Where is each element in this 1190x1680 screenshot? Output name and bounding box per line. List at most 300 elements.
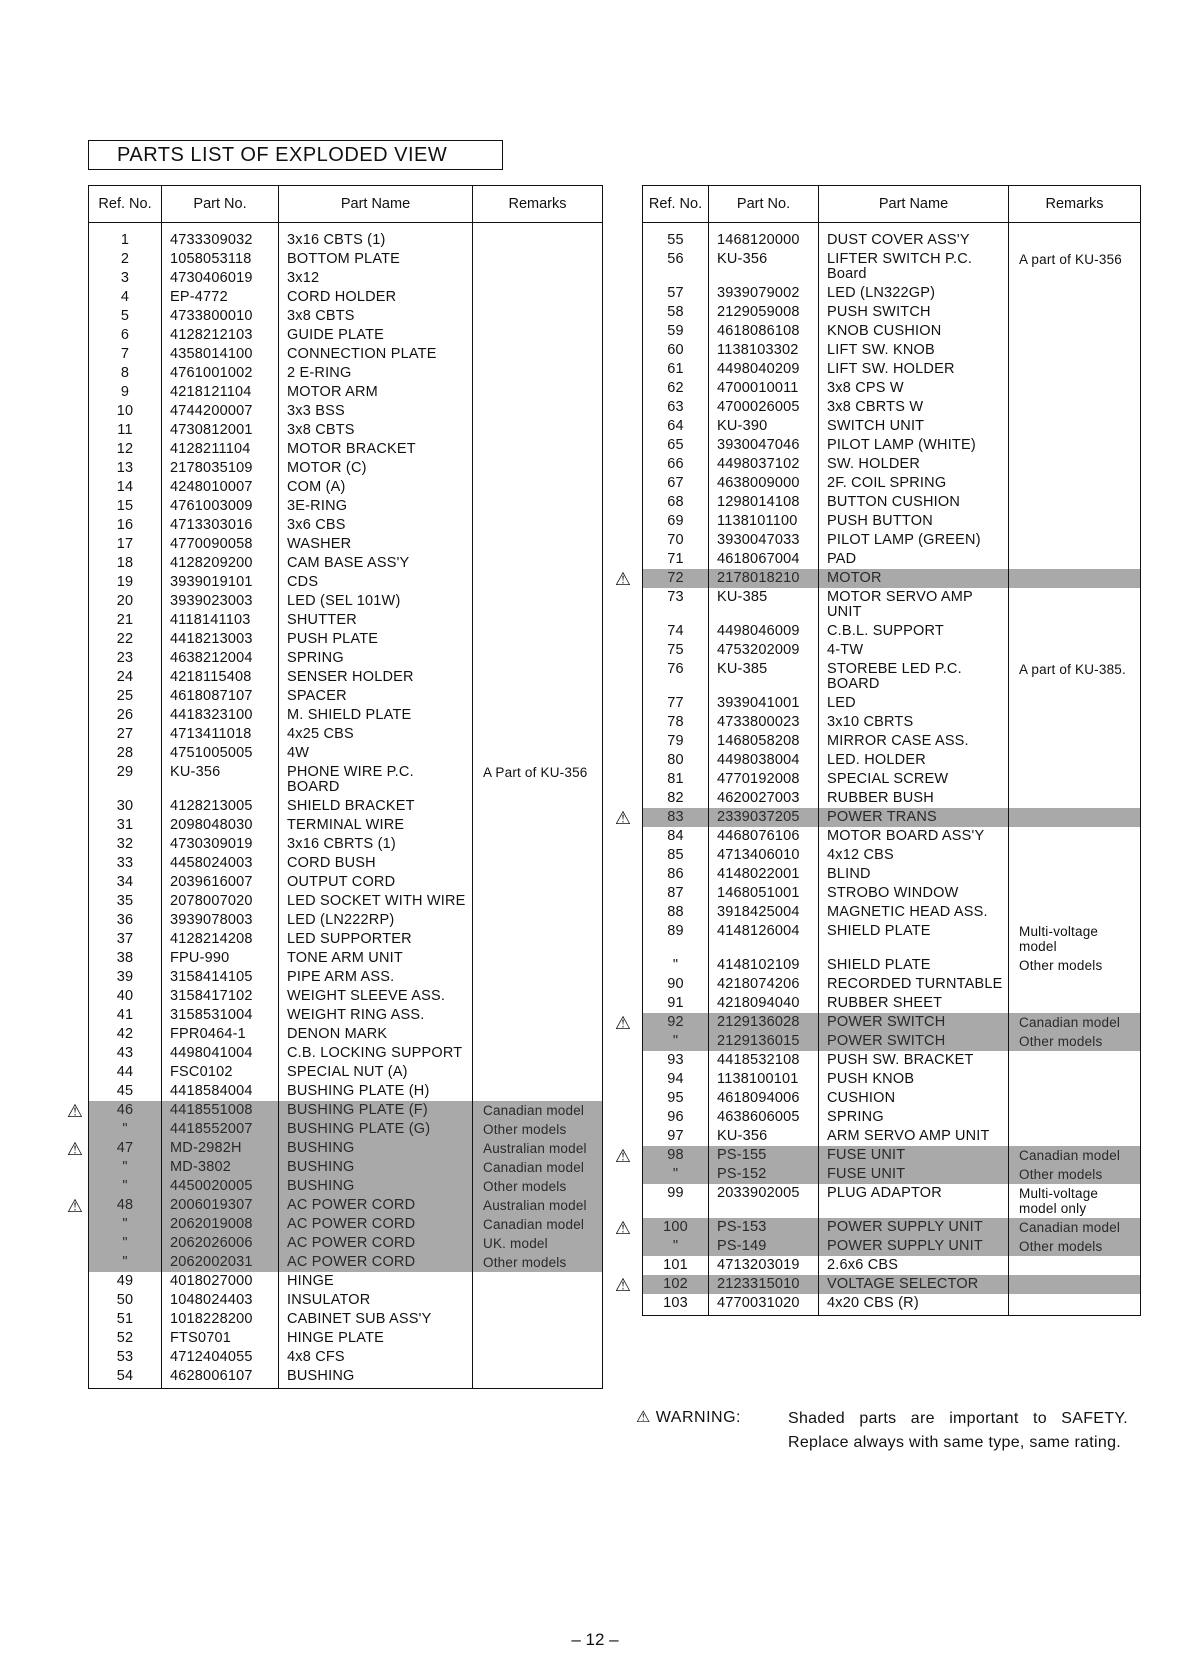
table-row <box>89 250 603 269</box>
part-name-cell: POWER SUPPLY UNIT <box>819 1237 1009 1256</box>
part-name-cell: PAD <box>819 550 1009 569</box>
table-row <box>643 922 1141 956</box>
part-no-cell: KU-356 <box>709 1127 819 1146</box>
part-no-cell: 2062002031 <box>162 1253 279 1272</box>
part-no-cell: 4620027003 <box>709 789 819 808</box>
ref-cell: " <box>89 1215 162 1234</box>
part-name-cell: INSULATOR <box>279 1291 473 1310</box>
part-name-cell: 3x8 CBTS <box>279 307 473 326</box>
table-row <box>89 668 603 687</box>
part-no-cell: 4618087107 <box>162 687 279 706</box>
part-name-cell: STROBO WINDOW <box>819 884 1009 903</box>
table-row <box>89 892 603 911</box>
ref-cell: 73 <box>643 588 709 622</box>
part-no-cell: 4770192008 <box>709 770 819 789</box>
ref-cell: 8 <box>89 364 162 383</box>
part-no-cell: 4733800010 <box>162 307 279 326</box>
part-name-cell: 4x8 CFS <box>279 1348 473 1367</box>
part-no-cell: 2129136028 <box>709 1013 819 1032</box>
part-no-cell: 3939079002 <box>709 284 819 303</box>
ref-cell: 77 <box>643 694 709 713</box>
remarks-cell <box>473 949 603 968</box>
part-name-cell: BUSHING <box>279 1177 473 1196</box>
ref-cell: 34 <box>89 873 162 892</box>
ref-cell: 45 <box>89 1082 162 1101</box>
ref-cell: 17 <box>89 535 162 554</box>
part-name-cell: CDS <box>279 573 473 592</box>
part-name-cell: DENON MARK <box>279 1025 473 1044</box>
part-name-cell: RUBBER SHEET <box>819 994 1009 1013</box>
table-row <box>89 930 603 949</box>
table-row <box>89 1329 603 1348</box>
table-row <box>89 592 603 611</box>
part-name-cell: 3x8 CBRTS W <box>819 398 1009 417</box>
table-row <box>643 975 1141 994</box>
ref-cell: 26 <box>89 706 162 725</box>
remarks-cell <box>1009 512 1141 531</box>
remarks-cell: Other models <box>473 1177 603 1196</box>
ref-cell: 53 <box>89 1348 162 1367</box>
remarks-cell: Other models <box>1009 1032 1141 1051</box>
ref-cell: 98 <box>643 1146 709 1165</box>
part-name-cell: BUSHING PLATE (G) <box>279 1120 473 1139</box>
ref-cell: 10 <box>89 402 162 421</box>
ref-cell: 1 <box>89 223 162 251</box>
remarks-cell <box>1009 1127 1141 1146</box>
remarks-cell <box>1009 284 1141 303</box>
remarks-cell <box>473 554 603 573</box>
ref-cell: 44 <box>89 1063 162 1082</box>
part-name-cell: AC POWER CORD <box>279 1196 473 1215</box>
part-name-cell: LIFT SW. KNOB <box>819 341 1009 360</box>
part-name-cell: 3x16 CBTS (1) <box>279 223 473 251</box>
part-name-cell: POWER TRANS <box>819 808 1009 827</box>
table-row <box>643 865 1141 884</box>
remarks-cell <box>1009 398 1141 417</box>
table-row <box>89 307 603 326</box>
part-no-cell: PS-155 <box>709 1146 819 1165</box>
part-name-cell: 2 E-RING <box>279 364 473 383</box>
table-row <box>89 1063 603 1082</box>
ref-cell: 19 <box>89 573 162 592</box>
part-name-cell: CONNECTION PLATE <box>279 345 473 364</box>
remarks-cell <box>1009 493 1141 512</box>
part-no-cell: 1138101100 <box>709 512 819 531</box>
remarks-cell: Canadian model <box>473 1101 603 1120</box>
part-no-cell: 4418551008 <box>162 1101 279 1120</box>
part-no-cell: 4128209200 <box>162 554 279 573</box>
part-no-cell: 4498038004 <box>709 751 819 770</box>
part-no-cell: 4458024003 <box>162 854 279 873</box>
remarks-cell <box>473 497 603 516</box>
table-row <box>89 706 603 725</box>
remarks-cell: Canadian model <box>473 1215 603 1234</box>
ref-cell: 22 <box>89 630 162 649</box>
part-name-cell: AC POWER CORD <box>279 1234 473 1253</box>
part-no-cell: 1298014108 <box>709 493 819 512</box>
ref-cell: " <box>89 1234 162 1253</box>
table-row <box>89 440 603 459</box>
part-no-cell: 4218115408 <box>162 668 279 687</box>
part-no-cell: 2129136015 <box>709 1032 819 1051</box>
part-no-cell: 1058053118 <box>162 250 279 269</box>
remarks-cell <box>1009 474 1141 493</box>
part-no-cell: 2339037205 <box>709 808 819 827</box>
remarks-cell <box>473 1044 603 1063</box>
remarks-cell <box>473 725 603 744</box>
part-name-cell: OUTPUT CORD <box>279 873 473 892</box>
remarks-cell <box>473 326 603 345</box>
part-no-cell: 4128214208 <box>162 930 279 949</box>
part-name-cell: BUSHING <box>279 1158 473 1177</box>
ref-cell: 31 <box>89 816 162 835</box>
part-name-cell: MOTOR BRACKET <box>279 440 473 459</box>
ref-cell: 29 <box>89 763 162 797</box>
part-no-cell: 3930047033 <box>709 531 819 550</box>
remarks-cell <box>473 744 603 763</box>
part-name-cell: LED (SEL 101W) <box>279 592 473 611</box>
part-name-cell: RUBBER BUSH <box>819 789 1009 808</box>
part-name-cell: SPECIAL NUT (A) <box>279 1063 473 1082</box>
part-no-cell: 4468076106 <box>709 827 819 846</box>
table-row <box>89 763 603 797</box>
part-no-cell: MD-3802 <box>162 1158 279 1177</box>
table-row <box>89 1101 603 1120</box>
remarks-cell <box>473 706 603 725</box>
remarks-cell <box>1009 1294 1141 1316</box>
table-row <box>643 846 1141 865</box>
remarks-cell: Multi-voltage model only <box>1009 1184 1141 1218</box>
table-row <box>89 535 603 554</box>
ref-cell: 49 <box>89 1272 162 1291</box>
ref-cell: 11 <box>89 421 162 440</box>
ref-cell: 76 <box>643 660 709 694</box>
table-row <box>643 694 1141 713</box>
remarks-cell <box>473 288 603 307</box>
ref-cell: 79 <box>643 732 709 751</box>
table-row <box>89 497 603 516</box>
table-row <box>643 1089 1141 1108</box>
part-no-cell: FSC0102 <box>162 1063 279 1082</box>
ref-cell: 82 <box>643 789 709 808</box>
remarks-cell <box>1009 903 1141 922</box>
remarks-cell <box>473 649 603 668</box>
part-name-cell: DUST COVER ASS'Y <box>819 223 1009 251</box>
table-row <box>643 474 1141 493</box>
table-row <box>89 968 603 987</box>
part-name-cell: C.B.L. SUPPORT <box>819 622 1009 641</box>
table-row <box>89 1348 603 1367</box>
table-row <box>643 1108 1141 1127</box>
ref-cell: 15 <box>89 497 162 516</box>
remarks-cell <box>1009 975 1141 994</box>
table-row <box>643 1184 1141 1218</box>
ref-cell: 33 <box>89 854 162 873</box>
table-row <box>643 512 1141 531</box>
table-row <box>89 744 603 763</box>
ref-cell: 89 <box>643 922 709 956</box>
remarks-cell <box>1009 641 1141 660</box>
part-name-cell: AC POWER CORD <box>279 1215 473 1234</box>
ref-cell: 91 <box>643 994 709 1013</box>
remarks-cell: Australian model <box>473 1196 603 1215</box>
ref-cell: 41 <box>89 1006 162 1025</box>
ref-cell: 58 <box>643 303 709 322</box>
table-row <box>89 1025 603 1044</box>
remarks-cell <box>473 1082 603 1101</box>
part-no-cell: 4733309032 <box>162 223 279 251</box>
table-row <box>643 1032 1141 1051</box>
part-no-cell: 4713203019 <box>709 1256 819 1275</box>
remarks-cell <box>473 364 603 383</box>
remarks-cell <box>1009 1070 1141 1089</box>
part-name-cell: 3x8 CPS W <box>819 379 1009 398</box>
table-row <box>89 326 603 345</box>
ref-cell: 74 <box>643 622 709 641</box>
part-name-cell: VOLTAGE SELECTOR <box>819 1275 1009 1294</box>
ref-cell: 102 <box>643 1275 709 1294</box>
remarks-cell: Canadian model <box>1009 1146 1141 1165</box>
part-name-cell: M. SHIELD PLATE <box>279 706 473 725</box>
part-name-cell: MOTOR <box>819 569 1009 588</box>
part-no-cell: 4418532108 <box>709 1051 819 1070</box>
part-name-cell: SHIELD BRACKET <box>279 797 473 816</box>
part-no-cell: 4761003009 <box>162 497 279 516</box>
remarks-cell: A part of KU-385. <box>1009 660 1141 694</box>
table-row <box>643 250 1141 284</box>
part-no-cell: EP-4772 <box>162 288 279 307</box>
part-no-cell: 4761001002 <box>162 364 279 383</box>
table-row <box>89 364 603 383</box>
remarks-cell <box>473 516 603 535</box>
table-row <box>89 1158 603 1177</box>
part-name-cell: 2.6x6 CBS <box>819 1256 1009 1275</box>
table-row <box>89 1006 603 1025</box>
remarks-cell <box>473 1272 603 1291</box>
ref-cell: 59 <box>643 322 709 341</box>
remarks-cell: Multi-voltage model <box>1009 922 1141 956</box>
part-name-cell: 3x10 CBRTS <box>819 713 1009 732</box>
ref-cell: 70 <box>643 531 709 550</box>
part-name-cell: PILOT LAMP (GREEN) <box>819 531 1009 550</box>
remarks-cell <box>473 1291 603 1310</box>
part-no-cell: FTS0701 <box>162 1329 279 1348</box>
part-name-cell: WEIGHT SLEEVE ASS. <box>279 987 473 1006</box>
remarks-cell <box>1009 379 1141 398</box>
ref-cell: " <box>643 956 709 975</box>
part-no-header: Part No. <box>162 186 279 223</box>
remarks-cell <box>473 1063 603 1082</box>
part-no-cell: 4450020005 <box>162 1177 279 1196</box>
part-no-cell: KU-385 <box>709 660 819 694</box>
table-row <box>89 1253 603 1272</box>
ref-cell: 55 <box>643 223 709 251</box>
table-row <box>89 288 603 307</box>
ref-cell: 37 <box>89 930 162 949</box>
part-no-cell: 1138100101 <box>709 1070 819 1089</box>
warning-icon: ⚠ <box>614 569 632 589</box>
ref-no-header: Ref. No. <box>643 186 709 223</box>
part-no-cell: FPU-990 <box>162 949 279 968</box>
remarks-cell <box>1009 1256 1141 1275</box>
remarks-cell <box>473 1310 603 1329</box>
remarks-cell <box>1009 827 1141 846</box>
parts-list-title: PARTS LIST OF EXPLODED VIEW <box>88 140 503 170</box>
warning-icon: ⚠ <box>66 1196 84 1216</box>
part-name-cell: TONE ARM UNIT <box>279 949 473 968</box>
part-no-cell: 4498046009 <box>709 622 819 641</box>
part-no-cell: PS-152 <box>709 1165 819 1184</box>
remarks-cell <box>473 383 603 402</box>
part-no-cell: 2006019307 <box>162 1196 279 1215</box>
remarks-cell <box>1009 455 1141 474</box>
remarks-cell: Australian model <box>473 1139 603 1158</box>
part-no-cell: MD-2982H <box>162 1139 279 1158</box>
table-row <box>643 770 1141 789</box>
part-name-cell: 3x8 CBTS <box>279 421 473 440</box>
table-row <box>89 873 603 892</box>
table-row <box>643 1127 1141 1146</box>
warning-text: Shaded parts are important to SAFETY. Replace always with same type, same rating. <box>788 1410 1128 1451</box>
table-row <box>643 1256 1141 1275</box>
part-name-cell: GUIDE PLATE <box>279 326 473 345</box>
table-row <box>89 223 603 251</box>
remarks-cell <box>473 911 603 930</box>
table-row <box>89 687 603 706</box>
table-row <box>89 1310 603 1329</box>
ref-cell: 38 <box>89 949 162 968</box>
part-name-cell: FUSE UNIT <box>819 1146 1009 1165</box>
part-no-cell: KU-390 <box>709 417 819 436</box>
table-row <box>643 588 1141 622</box>
part-no-cell: 4498040209 <box>709 360 819 379</box>
remarks-cell <box>473 892 603 911</box>
warning-icon: ⚠ <box>614 1218 632 1238</box>
remarks-cell <box>473 1367 603 1389</box>
table-row <box>89 1272 603 1291</box>
ref-cell: 21 <box>89 611 162 630</box>
part-no-cell: 1468058208 <box>709 732 819 751</box>
table-row <box>89 835 603 854</box>
table-row <box>643 789 1141 808</box>
table-row <box>89 854 603 873</box>
ref-cell: 63 <box>643 398 709 417</box>
table-row <box>89 402 603 421</box>
remarks-cell <box>473 668 603 687</box>
part-no-cell: 4248010007 <box>162 478 279 497</box>
part-name-cell: COM (A) <box>279 478 473 497</box>
table-row <box>643 732 1141 751</box>
remarks-cell <box>473 478 603 497</box>
part-name-cell: RECORDED TURNTABLE <box>819 975 1009 994</box>
remarks-cell <box>1009 588 1141 622</box>
part-no-cell: 3158414105 <box>162 968 279 987</box>
remarks-cell <box>473 854 603 873</box>
ref-cell: 60 <box>643 341 709 360</box>
ref-cell: 48 <box>89 1196 162 1215</box>
table-row <box>89 649 603 668</box>
part-no-cell: 3939019101 <box>162 573 279 592</box>
part-name-cell: STOREBE LED P.C. BOARD <box>819 660 1009 694</box>
part-no-cell: 2123315010 <box>709 1275 819 1294</box>
part-no-cell: 4148022001 <box>709 865 819 884</box>
part-name-cell: BUSHING PLATE (H) <box>279 1082 473 1101</box>
ref-cell: 86 <box>643 865 709 884</box>
part-no-cell: 2178018210 <box>709 569 819 588</box>
table-row <box>643 284 1141 303</box>
table-row <box>643 417 1141 436</box>
remarks-cell: Other models <box>1009 1237 1141 1256</box>
part-no-cell: 4753202009 <box>709 641 819 660</box>
ref-cell: 32 <box>89 835 162 854</box>
remarks-cell <box>473 1348 603 1367</box>
ref-cell: 24 <box>89 668 162 687</box>
part-name-cell: PUSH KNOB <box>819 1070 1009 1089</box>
ref-cell: 61 <box>643 360 709 379</box>
table-row <box>89 383 603 402</box>
ref-cell: 87 <box>643 884 709 903</box>
warning-icon: ⚠ <box>614 1275 632 1295</box>
table-row <box>89 1082 603 1101</box>
part-name-cell: BUSHING <box>279 1367 473 1389</box>
part-name-cell: SPACER <box>279 687 473 706</box>
part-no-cell: 4733800023 <box>709 713 819 732</box>
table-row <box>89 816 603 835</box>
remarks-cell: Other models <box>1009 1165 1141 1184</box>
part-name-cell: 4W <box>279 744 473 763</box>
remarks-cell <box>473 421 603 440</box>
ref-cell: 72 <box>643 569 709 588</box>
part-no-cell: 4638009000 <box>709 474 819 493</box>
table-row <box>643 641 1141 660</box>
ref-cell: 69 <box>643 512 709 531</box>
ref-cell: 51 <box>89 1310 162 1329</box>
part-name-cell: POWER SUPPLY UNIT <box>819 1218 1009 1237</box>
table-row <box>89 1196 603 1215</box>
ref-cell: 27 <box>89 725 162 744</box>
remarks-cell <box>1009 713 1141 732</box>
part-name-cell: LED SOCKET WITH WIRE <box>279 892 473 911</box>
remarks-cell <box>1009 884 1141 903</box>
part-no-cell: FPR0464-1 <box>162 1025 279 1044</box>
part-name-cell: ARM SERVO AMP UNIT <box>819 1127 1009 1146</box>
part-no-cell: 4128213005 <box>162 797 279 816</box>
part-name-cell: TERMINAL WIRE <box>279 816 473 835</box>
remarks-cell <box>473 1025 603 1044</box>
ref-cell: 81 <box>643 770 709 789</box>
table-row <box>89 911 603 930</box>
ref-cell: 54 <box>89 1367 162 1389</box>
warning-icon: ⚠ <box>636 1409 651 1426</box>
part-no-cell: 4118141103 <box>162 611 279 630</box>
remarks-cell <box>473 611 603 630</box>
table-row <box>643 569 1141 588</box>
table-row <box>643 1237 1141 1256</box>
remarks-cell: Canadian model <box>473 1158 603 1177</box>
part-name-cell: 4-TW <box>819 641 1009 660</box>
ref-cell: 43 <box>89 1044 162 1063</box>
part-name-cell: LED (LN222RP) <box>279 911 473 930</box>
part-no-cell: 3939041001 <box>709 694 819 713</box>
part-name-header: Part Name <box>819 186 1009 223</box>
ref-cell: 71 <box>643 550 709 569</box>
part-name-cell: MAGNETIC HEAD ASS. <box>819 903 1009 922</box>
remarks-cell <box>473 968 603 987</box>
table-row <box>643 436 1141 455</box>
warning-label <box>636 1407 741 1427</box>
part-no-cell: 4700010011 <box>709 379 819 398</box>
table-row <box>89 1234 603 1253</box>
